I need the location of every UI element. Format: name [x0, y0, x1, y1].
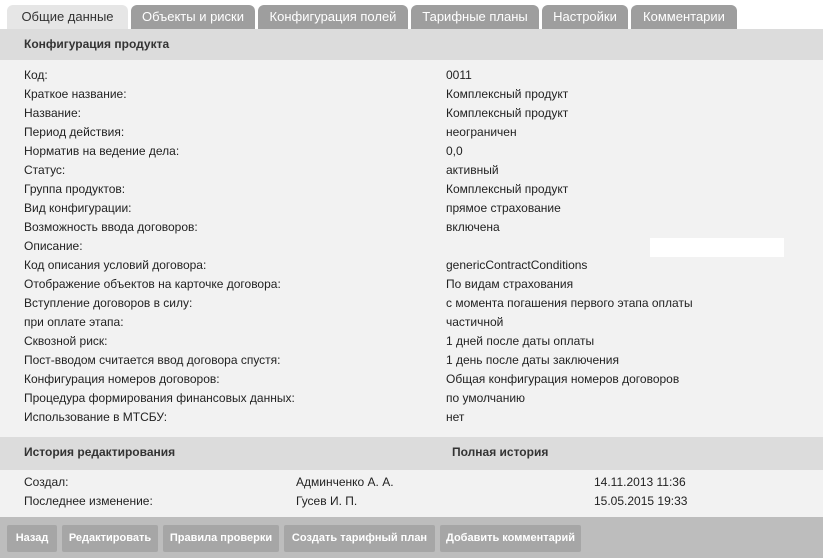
- validation-rules-button[interactable]: Правила проверки: [163, 525, 279, 552]
- field-row: [0, 180, 823, 199]
- field-value: Комплексный продукт: [446, 106, 569, 120]
- history-label: Последнее изменение:: [24, 494, 153, 508]
- field-label: Пост-вводом считается ввод договора спустя:: [24, 353, 281, 367]
- field-value: 1 день после даты заключения: [446, 353, 619, 367]
- field-value: Общая конфигурация номеров договоров: [446, 372, 680, 386]
- field-label: Отображение объектов на карточке договора:: [24, 277, 281, 291]
- tab-bar: [0, 0, 823, 29]
- tab-tariff-plans[interactable]: Тарифные планы: [411, 5, 539, 29]
- product-config-heading: Конфигурация продукта: [0, 29, 823, 60]
- history-label: Создал:: [24, 475, 69, 489]
- field-label: Сквозной риск:: [24, 334, 108, 348]
- field-label: Возможность ввода договоров:: [24, 220, 198, 234]
- field-row: [0, 123, 823, 142]
- field-label: Конфигурация номеров договоров:: [24, 372, 220, 386]
- field-row: [0, 104, 823, 123]
- history-row: [0, 473, 823, 492]
- field-label: Краткое название:: [24, 87, 127, 101]
- field-label: Процедура формирования финансовых данных:: [24, 391, 295, 405]
- field-value: по умолчанию: [446, 391, 526, 405]
- field-value: неограничен: [446, 125, 517, 139]
- action-toolbar: [0, 517, 823, 558]
- tab-general[interactable]: Общие данные: [7, 5, 128, 30]
- edit-button[interactable]: Редактировать: [62, 525, 158, 552]
- field-value: прямое страхование: [446, 201, 561, 215]
- field-row: [0, 161, 823, 180]
- field-value: включена: [446, 220, 500, 234]
- field-value: Комплексный продукт: [446, 182, 569, 196]
- tab-field-config[interactable]: Конфигурация полей: [258, 5, 408, 29]
- field-row: [0, 351, 823, 370]
- history-row: [0, 492, 823, 511]
- history-date: 15.05.2015 19:33: [594, 494, 688, 508]
- full-history-link[interactable]: Полная история: [452, 445, 549, 459]
- history-user: Админченко А. А.: [296, 475, 394, 489]
- field-label: при оплате этапа:: [24, 315, 124, 329]
- field-label: Вид конфигурации:: [24, 201, 132, 215]
- field-row: [0, 199, 823, 218]
- history-date: 14.11.2013 11:36: [594, 475, 686, 489]
- field-row: [0, 237, 823, 256]
- add-comment-button[interactable]: Добавить комментарий: [440, 525, 581, 552]
- field-label: Вступление договоров в силу:: [24, 296, 193, 310]
- history-title: История редактирования: [24, 445, 176, 459]
- field-value: с момента погашения первого этапа оплаты: [446, 296, 693, 310]
- field-value: нет: [446, 410, 465, 424]
- field-row: [0, 313, 823, 332]
- field-label: Описание:: [24, 239, 83, 253]
- field-row: [0, 256, 823, 275]
- general-panel: [0, 29, 823, 558]
- field-label: Статус:: [24, 163, 66, 177]
- field-value: genericContractConditions: [446, 258, 588, 272]
- history-heading: [0, 437, 823, 470]
- description-box: [650, 238, 784, 257]
- tab-comments[interactable]: Комментарии: [631, 5, 737, 29]
- back-button[interactable]: Назад: [7, 525, 57, 552]
- field-label: Код:: [24, 68, 48, 82]
- field-row: [0, 332, 823, 351]
- tab-objects-risks[interactable]: Объекты и риски: [131, 5, 255, 29]
- field-row: [0, 370, 823, 389]
- field-label: Период действия:: [24, 125, 125, 139]
- field-value: Комплексный продукт: [446, 87, 569, 101]
- field-label: Код описания условий договора:: [24, 258, 207, 272]
- field-row: [0, 389, 823, 408]
- field-value: частичной: [446, 315, 504, 329]
- field-row: [0, 85, 823, 104]
- field-value: 1 дней после даты оплаты: [446, 334, 595, 348]
- field-label: Использование в МТСБУ:: [24, 410, 168, 424]
- field-row: [0, 142, 823, 161]
- field-value: активный: [446, 163, 499, 177]
- field-row: [0, 275, 823, 294]
- field-value: 0011: [446, 68, 472, 82]
- field-row: [0, 294, 823, 313]
- field-row: [0, 218, 823, 237]
- create-tariff-plan-button[interactable]: Создать тарифный план: [284, 525, 435, 552]
- field-label: Группа продуктов:: [24, 182, 126, 196]
- field-label: Название:: [24, 106, 81, 120]
- field-value: 0,0: [446, 144, 463, 158]
- field-row: [0, 408, 823, 427]
- field-label: Норматив на ведение дела:: [24, 144, 180, 158]
- field-row: [0, 66, 823, 85]
- history-user: Гусев И. П.: [296, 494, 358, 508]
- field-value: По видам страхования: [446, 277, 574, 291]
- tab-settings[interactable]: Настройки: [542, 5, 628, 29]
